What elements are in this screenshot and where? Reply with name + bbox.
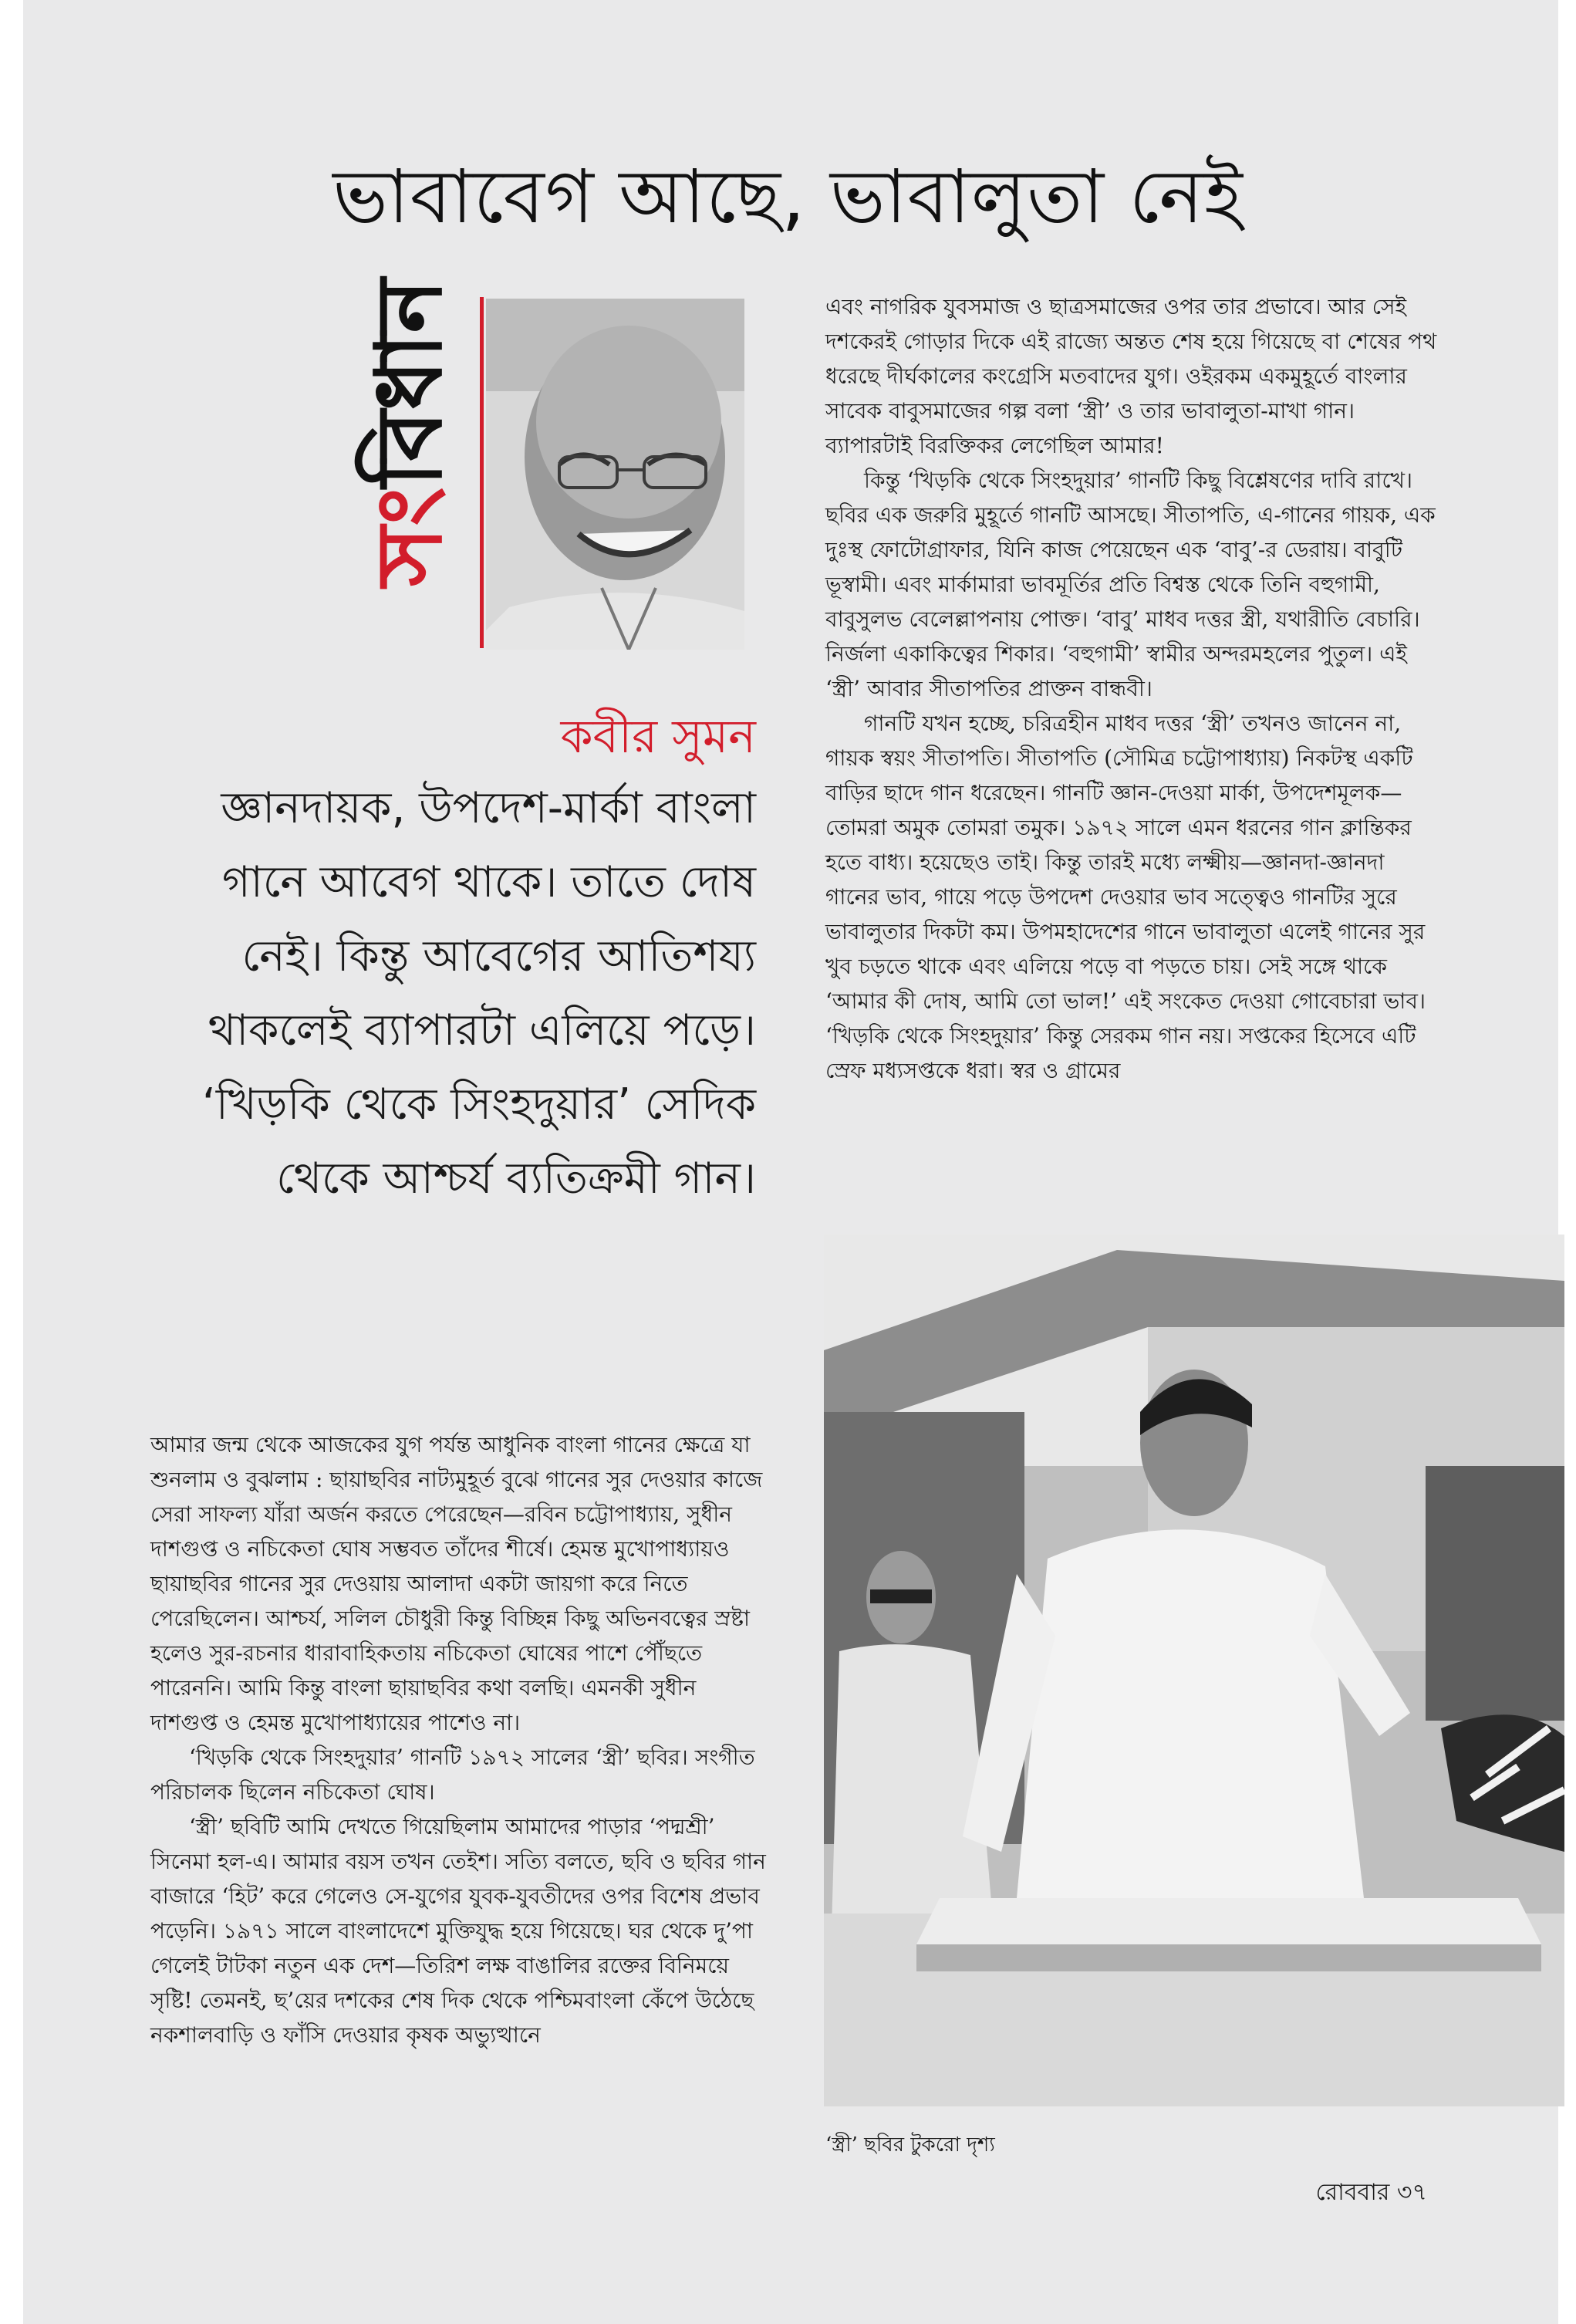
body-paragraph: আমার জন্ম থেকে আজকের যুগ পর্যন্ত আধুনিক বাংলা গানের ক্ষেত্রে যা শুনলাম ও বুঝলাম : ছায়াছবির নাট্যমুহূর্ত বুঝে গানের সুর দেওয়ার কাজে সেরা সাফল্য যাঁরা অর্জন করতে পেরেছেন—রবিন চট্টোপাধ্যায়, সুধীন দাশগুপ্ত ও নচিকেতা ঘোষ সম্ভবত তাঁদের শীর্ষে। হেমন্ত মুখোপাধ্যায়ও ছায়াছবির গানের সুর দেওয়ায় আলাদা একটা জায়গা করে নিতে পেরেছিলেন। আশ্চর্য, সলিল চৌধুরী কিন্তু বিচ্ছিন্ন কিছু অভিনবত্বের স্রষ্টা হলেও সুর-রচনার ধারাবাহিকতায় নচিকেতা ঘোষের পাশে পৌঁছতে পারেননি। আমি কিন্তু বাংলা ছায়াছবির কথা বলছি। এমনকী সুধীন দাশগুপ্ত ও হেমন্ত মুখোপাধ্যায়ের পাশেও না। [150,1432,763,1735]
author-portrait-illustration [486,299,744,650]
author-portrait [486,299,744,650]
pull-quote: জ্ঞানদায়ক, উপদেশ-মার্কা বাংলা গানে আবেগ থাকে। তাতে দোষ নেই। কিন্তু আবেগের আতিশয্য থাকলেই ব্যাপারটা এলিয়ে পড়ে। ‘খিড়কি থেকে সিংহদুয়ার’ সেদিক থেকে আশ্চর্য ব্যতিক্রমী গান। [202,783,756,1204]
body-paragraph: এবং নাগরিক যুবসমাজ ও ছাত্রসমাজের ওপর তার প্রভাবে। আর সেই দশকেরই গোড়ার দিকে এই রাজ্যে অন্তত শেষ হয়ে গিয়েছে বা শেষের পথ ধরেছে দীর্ঘকালের কংগ্রেসি মতবাদের যুগ। ওইরকম একমুহূর্তে বাংলার সাবেক বাবুসমাজের গল্প বলা ‘স্ত্রী’ ও তার ভাবালুতা-মাখা গান। ব্যাপারটাই বিরক্তিকর লেগেছিল আমার! [825,294,1437,458]
column-label-part2: বিধান [356,279,462,488]
page-folio: রোববার ৩৭ [1315,2179,1427,2206]
column-label-divider [480,297,484,648]
photo-caption: ‘স্ত্রী’ ছবির টুকরো দৃশ্য [825,2133,995,2157]
film-still-illustration [824,1235,1564,2106]
page-headline: ভাবাবেগ আছে, ভাবালুতা নেই [332,154,1244,240]
column-label-part1: সং [356,487,462,586]
author-name: কবীর সুমন [560,710,756,764]
body-paragraph: ‘স্ত্রী’ ছবিটি আমি দেখতে গিয়েছিলাম আমাদের পাড়ার ‘পদ্মশ্রী’ সিনেমা হল-এ। আমার বয়স তখন তেইশ। সত্যি বলতে, ছবি ও ছবির গান বাজারে ‘হিট’ করে গেলেও সে-যুগের যুবক-যুবতীদের ওপর বিশেষ প্রভাব পড়েনি। ১৯৭১ সালে বাংলাদেশে মুক্তিযুদ্ধ হয়ে গিয়েছে। ঘর থেকে দু’পা গেলেই টাটকা নতুন এক দেশ—তিরিশ লক্ষ বাঙালির রক্তের বিনিময়ে সৃষ্টি! তেমনই, ছ’য়ের দশকের শেষ দিক থেকে পশ্চিমবাংলা কেঁপে উঠেছে নকশালবাড়ি ও ফাঁসি দেওয়ার কৃষক অভ্যুত্থানে [150,1814,766,2048]
body-paragraph: ‘খিড়কি থেকে সিংহদুয়ার’ গানটি ১৯৭২ সালের ‘স্ত্রী’ ছবির। সংগীত পরিচালক ছিলেন নচিকেতা ঘোষ। [150,1745,755,1805]
body-paragraph: কিন্তু ‘খিড়কি থেকে সিংহদুয়ার’ গানটি কিছু বিশ্লেষণের দাবি রাখে। ছবির এক জরুরি মুহূর্তে গানটি আসছে। সীতাপতি, এ-গানের গায়ক, এক দুঃস্থ ফোটোগ্রাফার, যিনি কাজ পেয়েছেন এক ‘বাবু’-র ডেরায়। বাবুটি ভূস্বামী। এবং মার্কামারা ভাবমূর্তির প্রতি বিশ্বস্ত থেকে তিনি বহুগামী, বাবুসুলভ বেলেল্লাপনায় পোক্ত। ‘বাবু’ মাধব দত্তর স্ত্রী, যথারীতি বেচারি। নির্জলা একাকিত্বের শিকার। ‘বহুগামী’ স্বামীর অন্দরমহলের পুতুল। এই ‘স্ত্রী’ আবার সীতাপতির প্রাক্তন বান্ধবী। [825,468,1436,701]
body-column-left [150,1427,768,2052]
column-label [351,279,467,586]
body-column-right [825,289,1443,1088]
body-paragraph: গানটি যখন হচ্ছে, চরিত্রহীন মাধব দত্তর ‘স্ত্রী’ তখনও জানেন না, গায়ক স্বয়ং সীতাপতি। সীতাপতি (সৌমিত্র চট্টোপাধ্যায়) নিকটস্থ একটি বাড়ির ছাদে গান ধরেছেন। গানটি জ্ঞান-দেওয়া মার্কা, উপদেশমূলক—তোমরা অমুক তোমরা তমুক। ১৯৭২ সালে এমন ধরনের গান ক্লান্তিকর হতে বাধ্য। হয়েছেও তাই। কিন্তু তারই মধ্যে লক্ষ্মীয়—জ্ঞানদা-জ্ঞানদা গানের ভাব, গায়ে পড়ে উপদেশ দেওয়ার ভাব সত্ত্বেও গানটির সুরে ভাবালুতার দিকটা কম। উপমহাদেশের গানে ভাবালুতা এলেই গানের সুর খুব চড়তে থাকে এবং এলিয়ে পড়ে বা পড়তে চায়। সেই সঙ্গে থাকে ‘আমার কী দোষ, আমি তো ভাল!’ এই সংকেত দেওয়া গোবেচারা ভাব। ‘খিড়কি থেকে সিংহদুয়ার’ কিন্তু সেরকম গান নয়। সপ্তকের হিসেবে এটি স্রেফ মধ্যসপ্তকে ধরা। স্বর ও গ্রামের [825,711,1426,1083]
film-still-photo [824,1235,1564,2106]
